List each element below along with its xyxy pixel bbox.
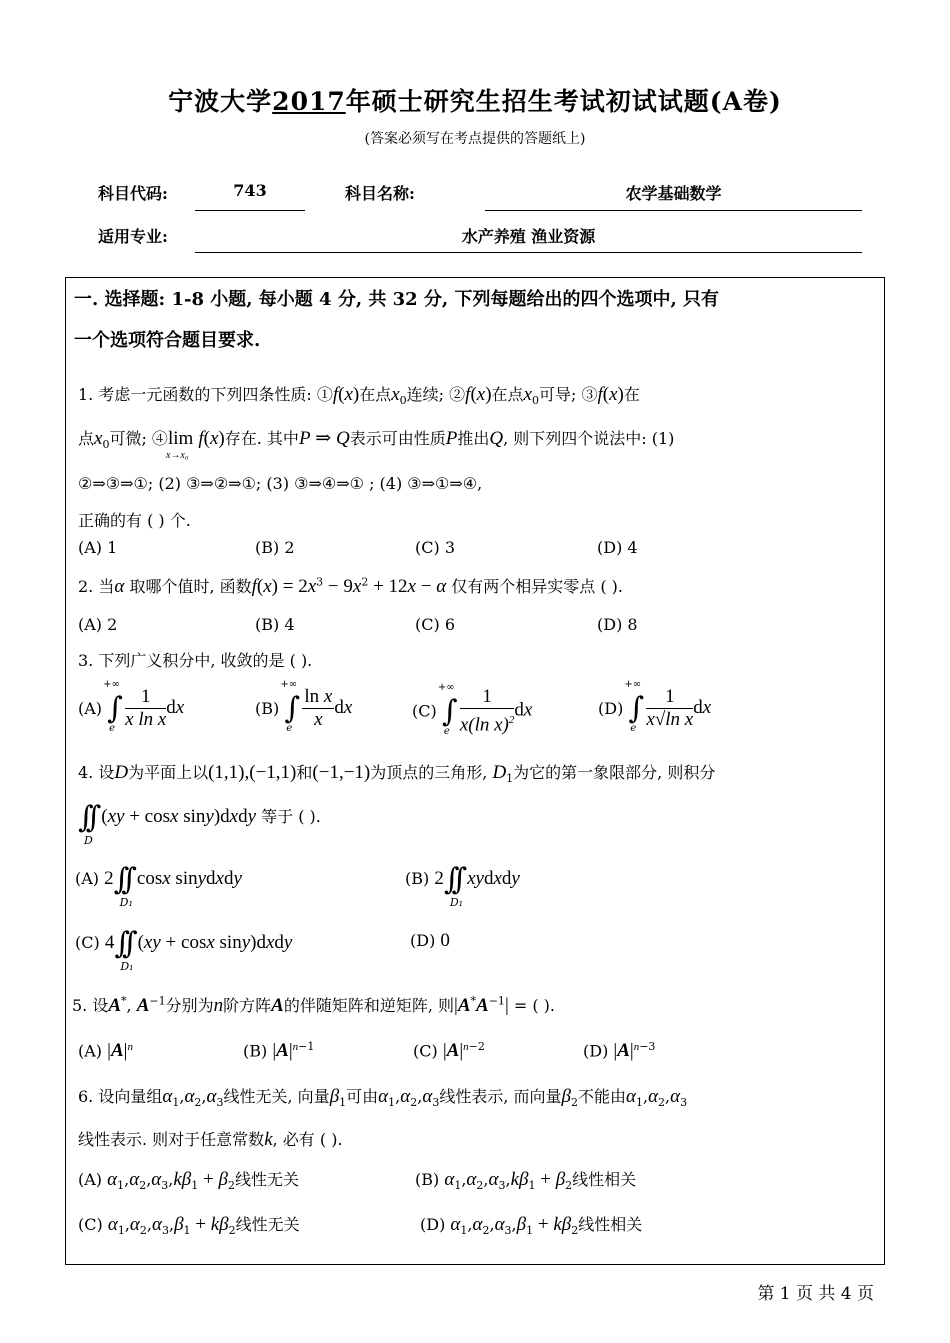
subject-name-label: 科目名称:: [345, 184, 415, 203]
q1-option-d: (D) 4: [597, 538, 638, 557]
q5-option-b: (B) $|A|^{n-1}$: [243, 1040, 315, 1062]
q4-line2: ∫∫ D (xy + cosx siny)dxdy 等于 ( ).: [78, 800, 321, 847]
q1-line3: ②⇒③⇒①; (2) ③⇒②⇒①; (3) ③⇒④⇒① ; (4) ③⇒①⇒④,: [78, 474, 483, 493]
q6-option-b: (B) $\alpha_1,\alpha_2,\alpha_3,k\beta_1 + \beta_2$线性相关: [415, 1169, 637, 1193]
q2-option-d: (D) 8: [597, 615, 638, 634]
q5-option-d: (D) $|A|^{n-3}$: [583, 1040, 656, 1062]
q5-option-a: (A) $|A|^n$: [78, 1040, 133, 1062]
q3-option-b: (B) ∫ +∞ e $\frac{\text{ln x}}{x}$ dx: [255, 679, 353, 734]
answer-note: (答案必须写在考点提供的答题纸上): [364, 131, 586, 147]
major-label: 适用专业:: [98, 227, 168, 246]
q5-line: 5. 设A*, $A^{-1}$分别为n阶方阵A的伴随矩阵和逆矩阵, 则$|A^*A^{-1}|$ = ( ).: [72, 994, 555, 1016]
q1-option-a: (A) 1: [78, 538, 118, 557]
q2-option-b: (B) 4: [255, 615, 295, 634]
q3-option-d: (D) ∫ +∞ e $\frac{1}{\text{x√ln x}}$ dx: [598, 679, 712, 734]
page-title: 宁波大学2017年硕士研究生招生考试初试试题(A卷): [168, 87, 782, 116]
q3-option-c: (C) ∫ +∞ e $\frac{1}{x(\ln x)^2}$ dx: [412, 681, 533, 737]
q1-line2: 点$x_0$可微; ④lim x→x₀ f(x)存在. 其中P ⇒ Q表示可由性质P推出Q, 则下列四个说法中: (1): [78, 428, 675, 461]
q4-line1: 4. 设D为平面上以(1,1),(−1,1)和(−1,−1)为顶点的三角形, $D_1$为它的第一象限部分, 则积分: [78, 762, 716, 786]
section-heading-2: 一个选项符合题目要求.: [74, 330, 261, 351]
subject-name-value: 农学基础数学: [625, 184, 722, 203]
q1-line4: 正确的有 ( ) 个.: [78, 511, 191, 530]
q1-option-c: (C) 3: [415, 538, 455, 557]
page-number: 第 1 页 共 4 页: [757, 1284, 874, 1304]
q6-option-c: (C) $\alpha_1,\alpha_2,\alpha_3,\beta_1 + k\beta_2$线性无关: [78, 1214, 300, 1238]
q2-option-a: (A) 2: [78, 615, 118, 634]
subject-code-label: 科目代码:: [98, 184, 168, 203]
subject-code-value: 743: [233, 181, 267, 200]
title-year: 2017: [272, 87, 346, 116]
q1-line1: 1. 考虑一元函数的下列四条性质: ①f(x)在点$x_0$连续; ②f(x)在点$x_0$可导; ③f(x)在: [78, 384, 640, 408]
q4-option-c: (C) 4∫∫ D₁ (xy + cosx siny)dxdy: [75, 926, 293, 973]
q4-option-a: (A) 2∫∫ D₁ cosx sinydxdy: [75, 862, 242, 909]
major-value: 水产养殖 渔业资源: [461, 227, 596, 246]
q6-option-a: (A) $\alpha_1,\alpha_2,\alpha_3,k\beta_1 + \beta_2$线性无关: [78, 1169, 299, 1193]
q1-option-b: (B) 2: [255, 538, 295, 557]
q3-option-a: (A) ∫ +∞ e $\frac{1}{\text{x ln x}}$ dx: [78, 679, 185, 734]
q2-line: 2. 当α 取哪个值时, 函数$f(x) = 2x^3 - 9x^2 + 12x - \alpha$ 仅有两个相异实零点 ( ).: [78, 575, 624, 597]
q5-option-c: (C) $|A|^{n-2}$: [413, 1040, 485, 1062]
q2-option-c: (C) 6: [415, 615, 455, 634]
q6-line1: 6. 设向量组$\alpha_1,\alpha_2,\alpha_3$线性无关, 向量$\beta_1$可由$\alpha_1,\alpha_2,\alpha_3$线性表示, 而向量$\beta_2$不能由$\alpha_1,\alpha_2,\alpha_3$: [78, 1086, 688, 1110]
q4-option-b: (B) 2∫∫ D₁ xydxdy: [405, 862, 520, 909]
section-heading: 一. 选择题: 1-8 小题, 每小题 4 分, 共 32 分, 下列每题给出的四个选项中, 只有: [74, 289, 720, 310]
q6-option-d: (D) $\alpha_1,\alpha_2,\alpha_3,\beta_1 + k\beta_2$线性相关: [420, 1214, 643, 1238]
q3-line: 3. 下列广义积分中, 收敛的是 ( ).: [78, 651, 313, 670]
q6-line2: 线性表示. 则对于任意常数k, 必有 ( ).: [78, 1129, 343, 1150]
q4-option-d: (D) 0: [410, 930, 450, 951]
